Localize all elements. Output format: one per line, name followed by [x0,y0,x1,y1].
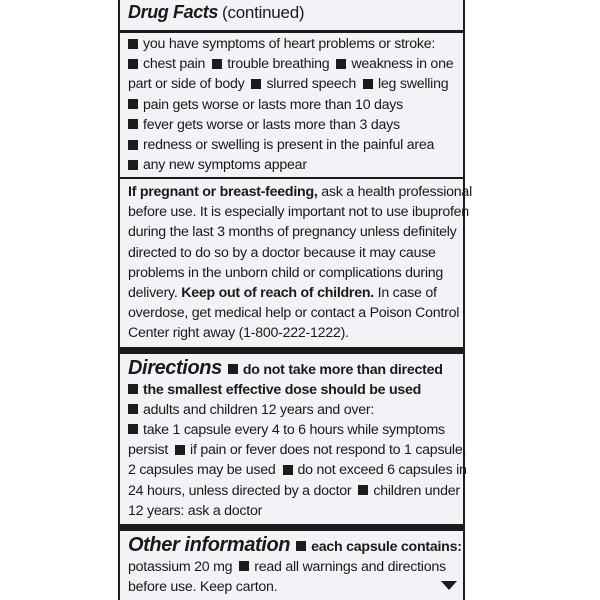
section-divider-heavy [120,347,463,354]
other-information-line: potassium 20 mg read all warnings and directions [128,558,446,575]
stop-use-line: chest pain trouble breathing weakness in one [128,54,457,74]
black-square-bullet-icon [128,119,138,129]
pregnancy-line: directed to do so by a doctor because it may cause [128,244,436,261]
directions-line: the smallest effective dose should be used [128,380,457,400]
pregnancy-line: Center right away (1-800-222-1222). [128,325,349,342]
other-information-line: before use. Keep carton. [128,579,278,596]
continued-label: (continued) [222,3,305,22]
stop-use-line: pain gets worse or lasts more than 10 days [128,95,457,115]
pregnancy-line: overdose, get medical help or contact a Poison Control [128,305,460,322]
black-square-bullet-icon [363,79,373,89]
black-square-bullet-icon [228,364,238,374]
black-square-bullet-icon [128,404,138,414]
directions-section [128,356,467,521]
black-square-bullet-icon [296,541,306,551]
directions-line: adults and children 12 years and over: [128,400,457,420]
black-square-bullet-icon [128,384,138,394]
down-triangle-icon [441,581,457,590]
black-square-bullet-icon [128,39,138,49]
directions-line: 24 hours, unless directed by a doctor children under [128,482,460,499]
black-square-bullet-icon [212,59,222,69]
directions-line: persist if pain or fever does not respond to 1 capsule, [128,442,467,459]
stop-use-line: any new symptoms appear [128,155,457,175]
black-square-bullet-icon [175,445,185,455]
stop-use-section [128,33,457,175]
stop-use-line: redness or swelling is present in the painful area [128,135,457,155]
pregnancy-line: If pregnant or breast-feeding, ask a health professional [128,183,472,200]
black-square-bullet-icon [251,79,261,89]
directions-line: take 1 capsule every 4 to 6 hours while symptoms [128,420,457,440]
section-divider [120,177,463,179]
stop-use-line: part or side of body slurred speech leg swelling [128,76,449,93]
black-square-bullet-icon [128,424,138,434]
black-square-bullet-icon [128,99,138,109]
pregnancy-section [128,181,472,344]
black-square-bullet-icon [239,561,249,571]
other-information-title: Other information [128,533,291,556]
drug-facts-header [128,0,457,30]
directions-title: Directions [128,356,222,379]
pregnancy-line: problems in the unborn child or complications during [128,264,444,281]
pregnancy-line: before use. It is especially important not to use ibuprofen [128,204,469,221]
black-square-bullet-icon [358,485,368,495]
stop-use-line: you have symptoms of heart problems or stroke: [128,34,457,54]
directions-line: 12 years: ask a doctor [128,502,263,519]
black-square-bullet-icon [128,160,138,170]
black-square-bullet-icon [283,465,293,475]
drug-facts-panel [118,0,472,600]
other-information-section [128,533,462,597]
directions-header: Directions do not take more than directed [128,356,443,379]
section-divider-heavy [120,524,463,531]
pregnancy-line: during the last 3 months of pregnancy unless definitely [128,224,457,241]
other-information-header: Other information each capsule contains: [128,533,462,556]
black-square-bullet-icon [128,59,138,69]
drug-facts-title: Drug Facts [128,2,219,22]
stop-use-line: fever gets worse or lasts more than 3 days [128,115,457,135]
directions-line: 2 capsules may be used do not exceed 6 capsules in [128,462,467,479]
pregnancy-line: delivery. Keep out of reach of children. In case of [128,284,437,301]
black-square-bullet-icon [128,140,138,150]
black-square-bullet-icon [336,59,346,69]
